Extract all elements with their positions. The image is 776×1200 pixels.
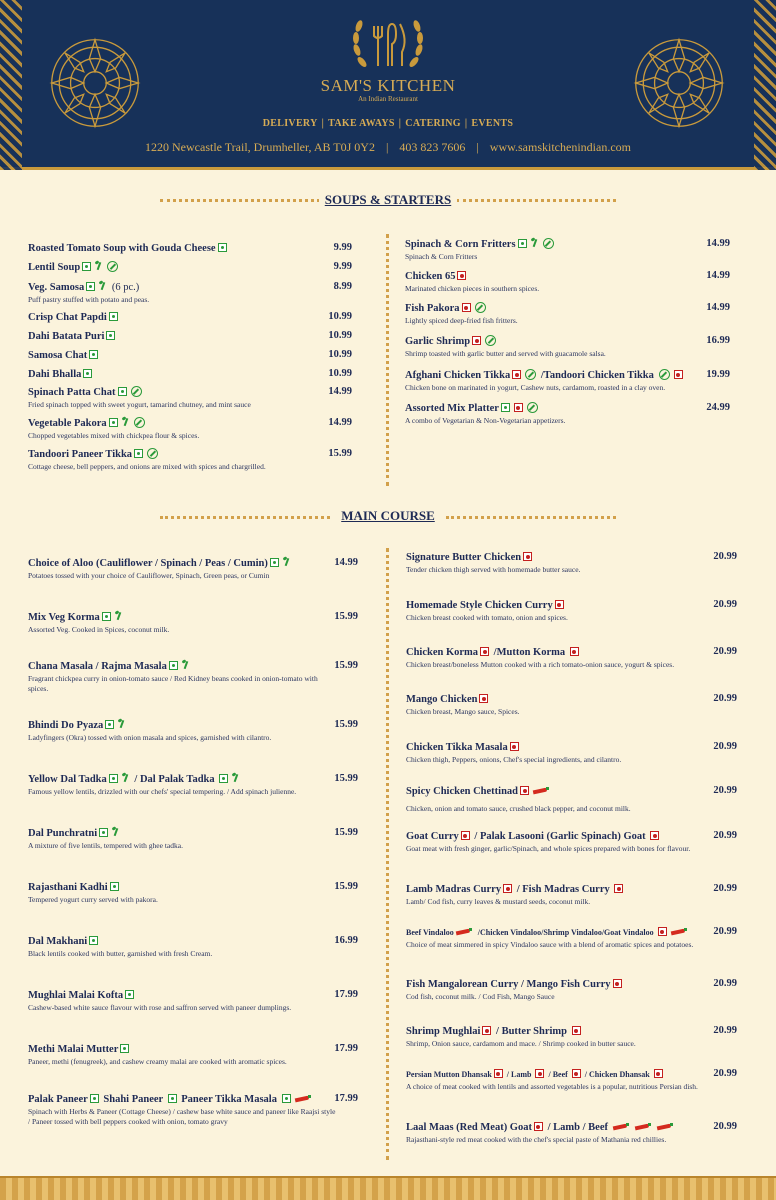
vegetarian-icon bbox=[168, 1094, 177, 1103]
item-name-part: Shahi Paneer bbox=[100, 1094, 166, 1105]
item-name: Lentil Soup bbox=[28, 262, 81, 273]
non-vegetarian-icon bbox=[534, 1122, 543, 1131]
vegetarian-icon bbox=[118, 387, 127, 396]
menu-item bbox=[406, 1068, 726, 1092]
menu-item bbox=[406, 599, 726, 623]
menu-item-name bbox=[28, 611, 338, 624]
menu-item-description: Spinach with Herbs & Paneer (Cottage Cheese) / cashew base white sauce and paneer like Raajsi style / Paneer tossed with bell peppers cooked with onion, tomato gravy bbox=[28, 1107, 336, 1126]
non-vegetarian-icon bbox=[535, 1069, 544, 1078]
vegan-icon bbox=[115, 611, 123, 621]
menu-item-description: Lamb/ Cod fish, curry leaves & mustard seeds, coconut milk. bbox=[406, 897, 591, 906]
non-vegetarian-icon bbox=[479, 694, 488, 703]
gluten-free-icon bbox=[525, 369, 536, 380]
item-name: Signature Butter Chicken bbox=[406, 552, 522, 563]
menu-item-description: Fried spinach topped with sweet yogurt, tamarind chutney, and mint sauce bbox=[28, 400, 251, 409]
menu-item-price: 15.99 bbox=[328, 448, 352, 459]
menu-item-price: 20.99 bbox=[713, 883, 737, 894]
item-name: Mughlai Malai Kofta bbox=[28, 990, 124, 1001]
item-name: Garlic Shrimp bbox=[405, 336, 471, 347]
menu-item bbox=[28, 719, 338, 743]
menu-item-description: Cashew-based white sauce flavour with rose and saffron served with paneer dumplings. bbox=[28, 1003, 292, 1012]
gluten-free-icon bbox=[543, 238, 554, 249]
section-title-main-course: MAIN COURSE bbox=[0, 508, 776, 524]
item-name: Mix Veg Korma bbox=[28, 612, 100, 623]
menu-item bbox=[28, 1093, 338, 1126]
service-list: DELIVERY | TAKE AWAYS | CATERING | EVENTS bbox=[262, 118, 514, 129]
non-vegetarian-icon bbox=[461, 831, 470, 840]
menu-item-price: 20.99 bbox=[713, 978, 737, 989]
spicy-chili-icon bbox=[657, 1123, 675, 1130]
menu-item bbox=[28, 557, 338, 581]
menu-item-price: 14.99 bbox=[706, 270, 730, 281]
vegan-icon bbox=[95, 261, 103, 271]
menu-item-description: Tender chicken thigh served with homemade butter sauce. bbox=[406, 565, 581, 574]
menu-item-description: Chicken breast/boneless Mutton cooked with a rich tomato-onion sauce, yogurt & spices. bbox=[406, 660, 675, 669]
vegan-icon bbox=[182, 660, 190, 670]
service-catering: CATERING bbox=[405, 118, 461, 129]
menu-item-description: Paneer, methi (fenugreek), and cashew creamy malai are cooked with aromatic spices. bbox=[28, 1057, 287, 1066]
menu-item-description: Chopped vegetables mixed with chickpea flour & spices. bbox=[28, 431, 200, 440]
menu-item-price: 20.99 bbox=[713, 1025, 737, 1036]
item-name-part: / Palak Lasooni (Garlic Spinach) Goat bbox=[471, 831, 649, 842]
spicy-chili-icon bbox=[456, 928, 474, 935]
item-name: Choice of Aloo (Cauliflower / Spinach / Peas / Cumin) bbox=[28, 558, 268, 569]
menu-item-price: 16.99 bbox=[706, 335, 730, 346]
column-divider bbox=[386, 548, 389, 1160]
gluten-free-icon bbox=[527, 402, 538, 413]
menu-item-description: Lightly spiced deep-fried fish fritters. bbox=[405, 316, 518, 325]
spicy-chili-icon bbox=[635, 1123, 653, 1130]
non-vegetarian-icon bbox=[613, 979, 622, 988]
vegan-icon bbox=[283, 557, 291, 567]
menu-item bbox=[406, 741, 726, 765]
item-name: Tandoori Paneer Tikka bbox=[28, 449, 133, 460]
item-name: Bhindi Do Pyaza bbox=[28, 720, 104, 731]
menu-item-description: Cottage cheese, bell peppers, and onions are mixed with spices and chargrilled. bbox=[28, 462, 266, 471]
menu-item-name bbox=[28, 989, 338, 1002]
menu-item-name bbox=[28, 881, 338, 894]
item-name-part: / Chicken Dhansak bbox=[582, 1070, 652, 1079]
non-vegetarian-icon bbox=[572, 1069, 581, 1078]
menu-item bbox=[28, 1043, 338, 1067]
non-vegetarian-icon bbox=[457, 271, 466, 280]
non-vegetarian-icon bbox=[472, 336, 481, 345]
menu-item-price: 15.99 bbox=[334, 773, 358, 784]
menu-item-price: 15.99 bbox=[334, 719, 358, 730]
menu-item-description: Chicken thigh, Peppers, onions, Chef's special ingredients, and cilantro. bbox=[406, 755, 622, 764]
gluten-free-icon bbox=[475, 302, 486, 313]
menu-item-description: Shrimp, Onion sauce, cardamom and mace. / Shrimp cooked in butter sauce. bbox=[406, 1039, 636, 1048]
non-vegetarian-icon bbox=[614, 884, 623, 893]
spicy-chili-icon bbox=[613, 1123, 631, 1130]
vegetarian-icon bbox=[82, 262, 91, 271]
item-name: Chicken Korma bbox=[406, 647, 479, 658]
item-name: Fish Pakora bbox=[405, 303, 460, 314]
gluten-free-icon bbox=[134, 417, 145, 428]
vegetarian-icon bbox=[105, 720, 114, 729]
menu-item bbox=[406, 830, 726, 854]
spicy-chili-icon bbox=[671, 928, 689, 935]
menu-item bbox=[406, 551, 726, 575]
menu-item bbox=[28, 827, 338, 851]
non-vegetarian-icon bbox=[520, 786, 529, 795]
item-name: Chana Masala / Rajma Masala bbox=[28, 661, 167, 672]
item-name: Samosa Chat bbox=[28, 350, 88, 361]
menu-item-price: 15.99 bbox=[334, 827, 358, 838]
vegan-icon bbox=[531, 238, 539, 248]
menu-item-name bbox=[28, 660, 338, 673]
menu-item-description: Spinach & Corn Fritters bbox=[405, 252, 478, 261]
non-vegetarian-icon bbox=[494, 1069, 503, 1078]
vegetarian-icon bbox=[109, 418, 118, 427]
item-name: Lamb Madras Curry bbox=[406, 884, 502, 895]
menu-item-price: 20.99 bbox=[713, 830, 737, 841]
vegetarian-icon bbox=[518, 239, 527, 248]
website-link[interactable]: www.samskitchenindian.com bbox=[489, 140, 631, 154]
menu-item-name bbox=[406, 1025, 726, 1038]
item-name: Palak Paneer bbox=[28, 1094, 88, 1105]
spicy-chili-icon bbox=[533, 787, 551, 794]
item-name: Chicken Tikka Masala bbox=[406, 742, 508, 753]
menu-item-description: A mixture of five lentils, tempered with ghee tadka. bbox=[28, 841, 183, 850]
item-name: Laal Maas (Red Meat) Goat bbox=[406, 1122, 532, 1133]
vegetarian-icon bbox=[109, 312, 118, 321]
vegan-icon bbox=[232, 773, 240, 783]
menu-item-price: 24.99 bbox=[706, 402, 730, 413]
menu-item-price: 20.99 bbox=[713, 646, 737, 657]
vegetarian-icon bbox=[109, 774, 118, 783]
item-name-part: /Mutton Korma bbox=[491, 647, 568, 658]
menu-item bbox=[406, 646, 726, 670]
menu-item-name bbox=[406, 978, 726, 991]
menu-item bbox=[406, 1121, 726, 1145]
non-vegetarian-icon bbox=[658, 927, 667, 936]
menu-item-price: 17.99 bbox=[334, 1043, 358, 1054]
non-vegetarian-icon bbox=[512, 370, 521, 379]
vegetarian-icon bbox=[99, 828, 108, 837]
non-vegetarian-icon bbox=[650, 831, 659, 840]
menu-item-price: 14.99 bbox=[706, 302, 730, 313]
vegan-icon bbox=[118, 719, 126, 729]
menu-item-price: 20.99 bbox=[713, 1121, 737, 1132]
non-vegetarian-icon bbox=[482, 1026, 491, 1035]
menu-item-name bbox=[406, 646, 726, 659]
menu-item-name bbox=[406, 785, 726, 798]
vegan-icon bbox=[112, 827, 120, 837]
menu-item-description: Chicken bone on marinated in yogurt, Cashew nuts, cardamom, roasted in a clay oven. bbox=[405, 383, 666, 392]
gluten-free-icon bbox=[107, 261, 118, 272]
item-name: Mango Chicken bbox=[406, 694, 478, 705]
menu-item bbox=[406, 1025, 726, 1049]
vegetarian-icon bbox=[282, 1094, 291, 1103]
menu-item bbox=[406, 785, 726, 814]
menu-item-name bbox=[28, 827, 338, 840]
vegetarian-icon bbox=[110, 882, 119, 891]
laurel-logo-icon bbox=[348, 10, 428, 80]
service-delivery: DELIVERY bbox=[262, 118, 318, 129]
item-name: Yellow Dal Tadka bbox=[28, 774, 107, 785]
non-vegetarian-icon bbox=[555, 600, 564, 609]
menu-item-price: 16.99 bbox=[334, 935, 358, 946]
vegetarian-icon bbox=[219, 774, 228, 783]
column-divider bbox=[386, 234, 389, 486]
vegetarian-icon bbox=[218, 243, 227, 252]
menu-item bbox=[28, 935, 338, 959]
item-name: Chicken 65 bbox=[405, 271, 456, 282]
non-vegetarian-icon bbox=[462, 303, 471, 312]
menu-item-description: A choice of meat cooked with lentils and assorted vegetables is a popular, nutritious Persian dish. bbox=[406, 1082, 698, 1091]
menu-item-name bbox=[28, 719, 338, 732]
menu-item-price: 20.99 bbox=[713, 1068, 737, 1079]
menu-item-description: Cod fish, coconut milk. / Cod Fish, Mango Sauce bbox=[406, 992, 555, 1001]
item-name: Veg. Samosa bbox=[28, 282, 85, 293]
item-name: Crisp Chat Papdi bbox=[28, 312, 107, 323]
menu-item-description: Tempered yogurt curry served with pakora. bbox=[28, 895, 158, 904]
menu-item-price: 17.99 bbox=[334, 1093, 358, 1104]
menu-item-description: Marinated chicken pieces in southern spices. bbox=[405, 284, 540, 293]
item-name-part: /Tandoori Chicken Tikka bbox=[538, 370, 657, 381]
menu-item bbox=[28, 881, 338, 905]
menu-item-description: Famous yellow lentils, drizzled with our chefs' special tempering. / Add spinach julienne. bbox=[28, 787, 297, 796]
menu-item bbox=[406, 693, 726, 717]
menu-item-price: 20.99 bbox=[713, 785, 737, 796]
menu-item-description: Goat meat with fresh ginger, garlic/Spinach, and whole spices prepared with bones for flavour. bbox=[406, 844, 691, 853]
menu-item-price: 8.99 bbox=[333, 281, 352, 292]
item-portion: (6 pc.) bbox=[109, 282, 140, 293]
menu-item-description: Shrimp toasted with garlic butter and served with guacamole salsa. bbox=[405, 349, 606, 358]
menu-item-price: 10.99 bbox=[328, 368, 352, 379]
item-name: Dal Makhani bbox=[28, 936, 88, 947]
vegetarian-icon bbox=[106, 331, 115, 340]
vegetarian-icon bbox=[102, 612, 111, 621]
menu-item bbox=[406, 883, 726, 907]
menu-item bbox=[28, 989, 338, 1013]
item-name-part: / Beef bbox=[546, 1070, 570, 1079]
address: 1220 Newcastle Trail, Drumheller, AB T0J 0Y2 bbox=[145, 140, 375, 154]
item-name: Afghani Chicken Tikka bbox=[405, 370, 511, 381]
menu-item-description: Ladyfingers (Okra) tossed with onion masala and spices, garnished with cilantro. bbox=[28, 733, 272, 742]
item-name: Rajasthani Kadhi bbox=[28, 882, 108, 893]
item-name: Persian Mutton Dhansak bbox=[406, 1070, 492, 1079]
menu-item-price: 15.99 bbox=[334, 881, 358, 892]
item-name: Spinach & Corn Fritters bbox=[405, 239, 516, 250]
menu-item-description: Chicken breast cooked with tomato, onion and spices. bbox=[406, 613, 568, 622]
item-name-part: / Lamb / Beef bbox=[544, 1122, 611, 1133]
restaurant-name: SAM'S KITCHEN bbox=[320, 76, 456, 95]
menu-item-name bbox=[406, 883, 726, 896]
menu-item bbox=[406, 978, 726, 1002]
menu-item-description: Choice of meat simmered in spicy Vindaloo sauce with a blend of aromatic spices and potatoes. bbox=[406, 940, 694, 949]
menu-item-price: 14.99 bbox=[328, 417, 352, 428]
section-title-starters: SOUPS & STARTERS bbox=[0, 192, 776, 208]
item-name: Beef Vindaloo bbox=[406, 928, 454, 937]
item-name-part: Paneer Tikka Masala bbox=[178, 1094, 280, 1105]
menu-item-name bbox=[406, 599, 726, 612]
menu-item-price: 20.99 bbox=[713, 741, 737, 752]
restaurant-tagline: An Indian Restaurant bbox=[358, 95, 418, 103]
vegan-icon bbox=[122, 773, 130, 783]
vegetarian-icon bbox=[120, 1044, 129, 1053]
vegetarian-icon bbox=[501, 403, 510, 412]
item-name: Dahi Bhalla bbox=[28, 369, 82, 380]
menu-item-name bbox=[406, 693, 726, 706]
non-vegetarian-icon bbox=[570, 647, 579, 656]
menu-item-description: A combo of Vegetarian & Non-Vegetarian appetizers. bbox=[405, 416, 566, 425]
item-name-part: / Fish Madras Curry bbox=[514, 884, 613, 895]
non-vegetarian-icon bbox=[572, 1026, 581, 1035]
vegetarian-icon bbox=[134, 449, 143, 458]
menu-item-price: 15.99 bbox=[334, 611, 358, 622]
item-name-part: / Butter Shrimp bbox=[493, 1026, 570, 1037]
vegetarian-icon bbox=[89, 350, 98, 359]
vegetarian-icon bbox=[86, 282, 95, 291]
menu-item-price: 9.99 bbox=[333, 242, 352, 253]
item-name: Goat Curry bbox=[406, 831, 459, 842]
menu-item-description: Chicken breast, Mango sauce, Spices. bbox=[406, 707, 520, 716]
menu-item-name bbox=[28, 773, 338, 786]
menu-item-price: 20.99 bbox=[713, 599, 737, 610]
item-name: Dahi Batata Puri bbox=[28, 331, 105, 342]
menu-item-name bbox=[406, 1068, 726, 1081]
item-name: Roasted Tomato Soup with Gouda Cheese bbox=[28, 243, 216, 254]
vegetarian-icon bbox=[83, 369, 92, 378]
menu-item-price: 14.99 bbox=[328, 386, 352, 397]
menu-item-name bbox=[28, 1093, 338, 1106]
item-name: Homemade Style Chicken Curry bbox=[406, 600, 553, 611]
item-name: Methi Malai Mutter bbox=[28, 1044, 119, 1055]
vegetarian-icon bbox=[89, 936, 98, 945]
menu-item bbox=[406, 926, 726, 950]
menu-header bbox=[0, 0, 776, 170]
item-name: Shrimp Mughlai bbox=[406, 1026, 481, 1037]
gluten-free-icon bbox=[659, 369, 670, 380]
non-vegetarian-icon bbox=[503, 884, 512, 893]
item-name: Spinach Patta Chat bbox=[28, 387, 116, 398]
menu-item-name bbox=[406, 830, 726, 843]
vegan-icon bbox=[122, 417, 130, 427]
menu-item-price: 20.99 bbox=[713, 693, 737, 704]
vegetarian-icon bbox=[169, 661, 178, 670]
menu-item-price: 9.99 bbox=[333, 261, 352, 272]
vegan-icon bbox=[99, 281, 107, 291]
service-take-aways: TAKE AWAYS bbox=[328, 118, 395, 129]
menu-item-description: Rajasthani-style red meat cooked with the chef's special paste of Mathania red chillies. bbox=[406, 1135, 667, 1144]
gluten-free-icon bbox=[147, 448, 158, 459]
vegetarian-icon bbox=[125, 990, 134, 999]
non-vegetarian-icon bbox=[654, 1069, 663, 1078]
item-name: Dal Punchratni bbox=[28, 828, 98, 839]
menu-item-price: 20.99 bbox=[713, 926, 737, 937]
item-name: Assorted Mix Platter bbox=[405, 403, 499, 414]
menu-item-description: Black lentils cooked with butter, garnished with fresh Cream. bbox=[28, 949, 213, 958]
gluten-free-icon bbox=[131, 386, 142, 397]
menu-item-price: 17.99 bbox=[334, 989, 358, 1000]
item-name-part: / Dal Palak Tadka bbox=[131, 774, 218, 785]
menu-item-name bbox=[406, 741, 726, 754]
menu-item-price: 10.99 bbox=[328, 349, 352, 360]
menu-item-price: 14.99 bbox=[706, 238, 730, 249]
menu-item-price: 14.99 bbox=[334, 557, 358, 568]
menu-item-name bbox=[406, 1121, 726, 1134]
item-name-part: / Lamb bbox=[504, 1070, 534, 1079]
gluten-free-icon bbox=[485, 335, 496, 346]
non-vegetarian-icon bbox=[510, 742, 519, 751]
menu-item-name bbox=[28, 935, 338, 948]
menu-item-name bbox=[406, 926, 726, 939]
item-name-part: /Chicken Vindaloo/Shrimp Vindaloo/Goat Vindaloo bbox=[475, 928, 656, 937]
menu-item-name bbox=[28, 1043, 338, 1056]
vegetarian-icon bbox=[90, 1094, 99, 1103]
menu-item-description: Chicken, onion and tomato sauce, crushed black pepper, and coconut milk. bbox=[406, 804, 631, 813]
vegetarian-icon bbox=[270, 558, 279, 567]
item-name: Fish Mangalorean Curry / Mango Fish Curry bbox=[406, 979, 611, 990]
non-vegetarian-icon bbox=[514, 403, 523, 412]
menu-item-price: 10.99 bbox=[328, 311, 352, 322]
footer-ornament-band bbox=[0, 1176, 776, 1200]
contact-line: 1220 Newcastle Trail, Drumheller, AB T0J 0Y2 | 403 823 7606 | www.samskitchenindian.com bbox=[145, 140, 631, 154]
menu-item-description: Potatoes tossed with your choice of Cauliflower, Spinach, Green peas, or Cumin bbox=[28, 571, 270, 580]
menu-item-price: 19.99 bbox=[706, 369, 730, 380]
menu-item-name bbox=[406, 551, 726, 564]
menu-item-description: Puff pastry stuffed with potato and peas. bbox=[28, 295, 150, 304]
non-vegetarian-icon bbox=[480, 647, 489, 656]
menu-item bbox=[28, 611, 338, 635]
menu-item bbox=[28, 660, 338, 693]
menu-item-price: 15.99 bbox=[334, 660, 358, 671]
menu-item bbox=[28, 773, 338, 797]
menu-item-description: Fragrant chickpea curry in onion-tomato sauce / Red Kidney beans cooked in onion-tomato with spices. bbox=[28, 674, 318, 693]
menu-item-description: Assorted Veg. Cooked in Spices, coconut milk. bbox=[28, 625, 170, 634]
menu-item-name bbox=[28, 557, 338, 570]
menu-item-price: 20.99 bbox=[713, 551, 737, 562]
phone-number[interactable]: 403 823 7606 bbox=[399, 140, 466, 154]
item-name: Vegetable Pakora bbox=[28, 418, 107, 429]
menu-item-price: 10.99 bbox=[328, 330, 352, 341]
non-vegetarian-icon bbox=[523, 552, 532, 561]
item-name: Spicy Chicken Chettinad bbox=[406, 786, 519, 797]
service-events: EVENTS bbox=[471, 118, 514, 129]
